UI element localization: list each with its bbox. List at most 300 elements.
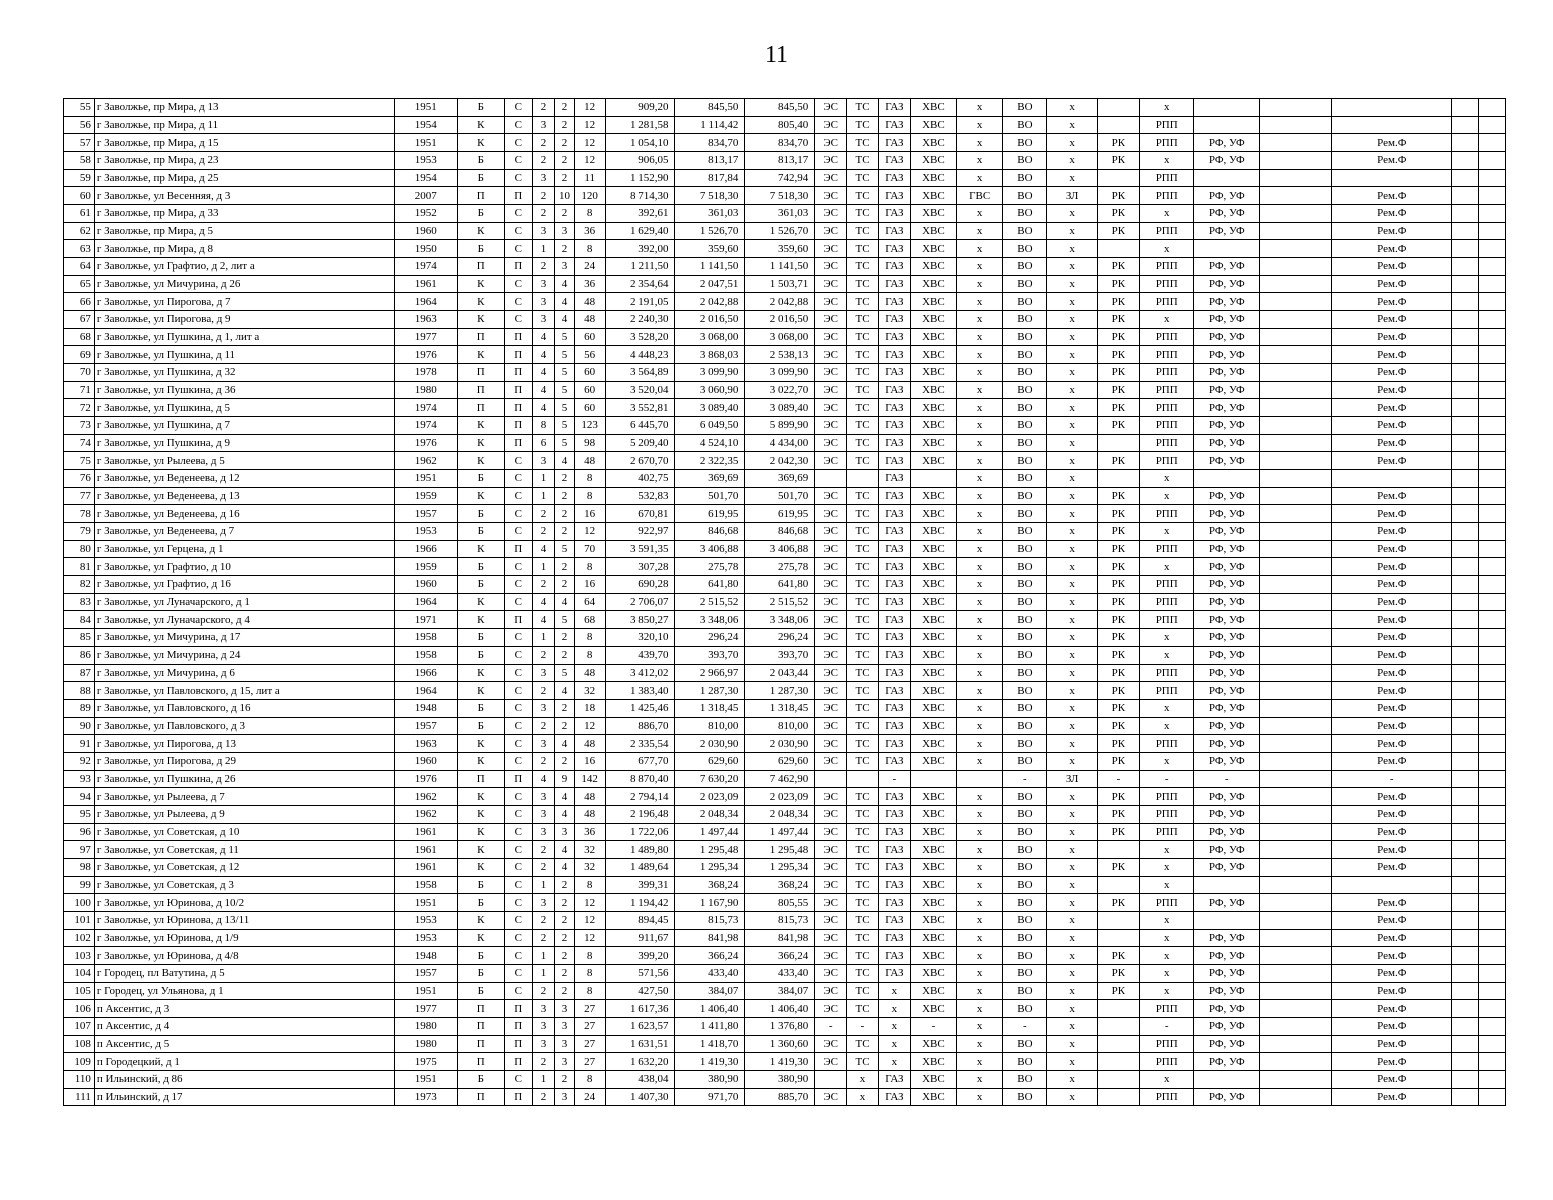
cell-hot-water: х: [957, 222, 1003, 240]
cell-roof-material: С: [504, 293, 532, 311]
cell-repair-fund: Рем.Ф: [1332, 275, 1452, 293]
cell-repair-fund: Рем.Ф: [1332, 929, 1452, 947]
cell-rk: [1097, 434, 1139, 452]
cell-hot-water: х: [957, 311, 1003, 329]
cell-repair-fund: [1332, 470, 1452, 488]
cell-lift: х: [1047, 240, 1097, 258]
cell-roof-material: С: [504, 982, 532, 1000]
cell-cold-water: ХВС: [910, 629, 956, 647]
cell-cold-water: ХВС: [910, 682, 956, 700]
cell-cold-water: ХВС: [910, 611, 956, 629]
cell-floors: 2: [555, 487, 575, 505]
cell-rf-uf: [1194, 1070, 1260, 1088]
cell-gas: ГАЗ: [878, 858, 910, 876]
cell-build-year: 1977: [394, 328, 457, 346]
cell-rk: РК: [1097, 682, 1139, 700]
cell-total-area: 1 281,58: [605, 116, 675, 134]
cell-wall-material: П: [457, 1088, 504, 1106]
cell-blank-a: [1260, 1035, 1332, 1053]
cell-wall-material: К: [457, 593, 504, 611]
cell-heating: ТС: [847, 346, 879, 364]
cell-blank-c: [1479, 1000, 1506, 1018]
cell-gas: ГАЗ: [878, 452, 910, 470]
cell-wall-material: К: [457, 788, 504, 806]
cell-floors: 3: [555, 222, 575, 240]
cell-cold-water: ХВС: [910, 1035, 956, 1053]
cell-hot-water: х: [957, 381, 1003, 399]
cell-sewerage: ВО: [1003, 964, 1047, 982]
cell-hot-water: х: [957, 788, 1003, 806]
cell-sewerage: ВО: [1003, 699, 1047, 717]
cell-roof-material: С: [504, 169, 532, 187]
cell-rf-uf: [1194, 240, 1260, 258]
cell-rf-uf: РФ, УФ: [1194, 576, 1260, 594]
cell-blank-b: [1452, 1053, 1479, 1071]
cell-electricity: ЭС: [815, 788, 847, 806]
cell-roof-material: С: [504, 134, 532, 152]
cell-blank-b: [1452, 452, 1479, 470]
cell-floors: 2: [555, 116, 575, 134]
cell-repair-fund: Рем.Ф: [1332, 452, 1452, 470]
cell-cold-water: ХВС: [910, 823, 956, 841]
cell-lift: х: [1047, 717, 1097, 735]
cell-hot-water: х: [957, 717, 1003, 735]
cell-wall-material: К: [457, 858, 504, 876]
cell-gas: ГАЗ: [878, 682, 910, 700]
cell-electricity: ЭС: [815, 434, 847, 452]
cell-cold-water: ХВС: [910, 841, 956, 859]
table-row: [64, 699, 1506, 717]
cell-rk: РК: [1097, 964, 1139, 982]
cell-roof-material: С: [504, 1070, 532, 1088]
cell-build-year: 1976: [394, 346, 457, 364]
cell-cold-water: ХВС: [910, 929, 956, 947]
cell-rf-uf: РФ, УФ: [1194, 417, 1260, 435]
cell-apartments: 48: [574, 735, 605, 753]
cell-row-number: 79: [64, 523, 95, 541]
cell-rf-uf: -: [1194, 770, 1260, 788]
cell-blank-a: [1260, 1053, 1332, 1071]
cell-blank-b: [1452, 487, 1479, 505]
cell-heating: ТС: [847, 611, 879, 629]
cell-roof-material: С: [504, 947, 532, 965]
cell-roof-material: П: [504, 381, 532, 399]
cell-electricity: ЭС: [815, 611, 847, 629]
cell-lift: х: [1047, 205, 1097, 223]
cell-blank-b: [1452, 1000, 1479, 1018]
cell-total-area: 894,45: [605, 911, 675, 929]
cell-blank-a: [1260, 222, 1332, 240]
cell-address: г Заволжье, ул Веденеева, д 16: [94, 505, 394, 523]
cell-living-area: 1 295,48: [675, 841, 745, 859]
cell-total-area: 2 335,54: [605, 735, 675, 753]
cell-roof-material: С: [504, 576, 532, 594]
cell-living-area: 433,40: [675, 964, 745, 982]
cell-blank-c: [1479, 505, 1506, 523]
cell-electricity: ЭС: [815, 399, 847, 417]
cell-build-year: 1980: [394, 1035, 457, 1053]
cell-cold-water: ХВС: [910, 116, 956, 134]
cell-blank-a: [1260, 929, 1332, 947]
cell-address: г Заволжье, ул Рылеева, д 7: [94, 788, 394, 806]
cell-wall-material: К: [457, 929, 504, 947]
cell-rk: РК: [1097, 788, 1139, 806]
table-row: [64, 99, 1506, 117]
cell-apartments: 8: [574, 982, 605, 1000]
cell-build-year: 1951: [394, 1070, 457, 1088]
cell-hot-water: х: [957, 947, 1003, 965]
table-row: [64, 258, 1506, 276]
cell-electricity: ЭС: [815, 169, 847, 187]
cell-hot-water: х: [957, 293, 1003, 311]
cell-repair-fund: Рем.Ф: [1332, 1053, 1452, 1071]
cell-floors: 2: [555, 717, 575, 735]
cell-electricity: ЭС: [815, 911, 847, 929]
cell-residential-area: 1 526,70: [745, 222, 815, 240]
table-row: [64, 664, 1506, 682]
cell-total-area: 3 591,35: [605, 540, 675, 558]
cell-living-area: 3 060,90: [675, 381, 745, 399]
cell-apartments: 142: [574, 770, 605, 788]
cell-lift: х: [1047, 364, 1097, 382]
cell-heating: ТС: [847, 1000, 879, 1018]
cell-rf-uf: РФ, УФ: [1194, 381, 1260, 399]
cell-total-area: 886,70: [605, 717, 675, 735]
cell-apartments: 12: [574, 152, 605, 170]
cell-heating: ТС: [847, 752, 879, 770]
cell-row-number: 109: [64, 1053, 95, 1071]
cell-heating: ТС: [847, 982, 879, 1000]
cell-wall-material: П: [457, 770, 504, 788]
cell-rpp: х: [1139, 240, 1193, 258]
cell-hot-water: х: [957, 240, 1003, 258]
cell-roof-material: С: [504, 735, 532, 753]
cell-sewerage: ВО: [1003, 752, 1047, 770]
cell-sewerage: ВО: [1003, 576, 1047, 594]
cell-build-year: 1976: [394, 770, 457, 788]
cell-total-area: 307,28: [605, 558, 675, 576]
cell-blank-c: [1479, 664, 1506, 682]
cell-gas: ГАЗ: [878, 752, 910, 770]
table-row: [64, 275, 1506, 293]
table-row: [64, 876, 1506, 894]
cell-lift: х: [1047, 505, 1097, 523]
cell-address: г Заволжье, ул Пушкина, д 5: [94, 399, 394, 417]
cell-repair-fund: [1332, 876, 1452, 894]
cell-apartments: 8: [574, 470, 605, 488]
cell-blank-c: [1479, 682, 1506, 700]
cell-apartments: 27: [574, 1017, 605, 1035]
cell-blank-c: [1479, 770, 1506, 788]
cell-row-number: 108: [64, 1035, 95, 1053]
cell-rk: РК: [1097, 311, 1139, 329]
table-row: [64, 788, 1506, 806]
cell-repair-fund: Рем.Ф: [1332, 682, 1452, 700]
cell-hot-water: х: [957, 258, 1003, 276]
cell-cold-water: ХВС: [910, 505, 956, 523]
cell-entrances: 3: [532, 894, 555, 912]
cell-floors: 2: [555, 576, 575, 594]
cell-gas: ГАЗ: [878, 470, 910, 488]
cell-repair-fund: Рем.Ф: [1332, 805, 1452, 823]
cell-residential-area: 7 462,90: [745, 770, 815, 788]
cell-lift: х: [1047, 593, 1097, 611]
cell-rpp: РПП: [1139, 258, 1193, 276]
cell-floors: 4: [555, 805, 575, 823]
cell-build-year: 1959: [394, 558, 457, 576]
cell-electricity: ЭС: [815, 222, 847, 240]
cell-blank-a: [1260, 205, 1332, 223]
cell-hot-water: х: [957, 982, 1003, 1000]
cell-blank-c: [1479, 452, 1506, 470]
cell-living-area: 619,95: [675, 505, 745, 523]
cell-sewerage: ВО: [1003, 929, 1047, 947]
cell-electricity: ЭС: [815, 699, 847, 717]
cell-blank-a: [1260, 558, 1332, 576]
cell-hot-water: х: [957, 805, 1003, 823]
table-row: [64, 576, 1506, 594]
cell-wall-material: К: [457, 611, 504, 629]
cell-apartments: 12: [574, 99, 605, 117]
cell-entrances: 8: [532, 417, 555, 435]
cell-entrances: 1: [532, 629, 555, 647]
cell-wall-material: П: [457, 364, 504, 382]
cell-rpp: РПП: [1139, 116, 1193, 134]
cell-repair-fund: Рем.Ф: [1332, 523, 1452, 541]
cell-floors: 4: [555, 593, 575, 611]
cell-lift: х: [1047, 823, 1097, 841]
cell-rk: РК: [1097, 735, 1139, 753]
cell-heating: ТС: [847, 682, 879, 700]
cell-entrances: 2: [532, 152, 555, 170]
cell-row-number: 94: [64, 788, 95, 806]
cell-total-area: 1 722,06: [605, 823, 675, 841]
cell-blank-b: [1452, 116, 1479, 134]
cell-rpp: РПП: [1139, 222, 1193, 240]
cell-blank-a: [1260, 99, 1332, 117]
cell-hot-water: х: [957, 894, 1003, 912]
cell-cold-water: ХВС: [910, 205, 956, 223]
cell-cold-water: ХВС: [910, 576, 956, 594]
cell-gas: ГАЗ: [878, 328, 910, 346]
cell-build-year: 1966: [394, 540, 457, 558]
cell-gas: ГАЗ: [878, 911, 910, 929]
cell-living-area: 1 318,45: [675, 699, 745, 717]
cell-electricity: [815, 770, 847, 788]
cell-build-year: 1957: [394, 505, 457, 523]
cell-living-area: 7 518,30: [675, 187, 745, 205]
cell-residential-area: 3 348,06: [745, 611, 815, 629]
cell-blank-c: [1479, 169, 1506, 187]
cell-entrances: 2: [532, 523, 555, 541]
cell-lift: х: [1047, 1000, 1097, 1018]
cell-heating: ТС: [847, 929, 879, 947]
cell-gas: ГАЗ: [878, 399, 910, 417]
cell-gas: ГАЗ: [878, 205, 910, 223]
cell-blank-c: [1479, 205, 1506, 223]
cell-roof-material: С: [504, 222, 532, 240]
cell-living-area: 1 526,70: [675, 222, 745, 240]
cell-lift: х: [1047, 222, 1097, 240]
cell-roof-material: С: [504, 646, 532, 664]
cell-floors: 3: [555, 1088, 575, 1106]
cell-entrances: 3: [532, 1000, 555, 1018]
cell-blank-c: [1479, 99, 1506, 117]
cell-rpp: х: [1139, 947, 1193, 965]
table-row: [64, 487, 1506, 505]
cell-heating: ТС: [847, 417, 879, 435]
table-row: [64, 346, 1506, 364]
cell-electricity: ЭС: [815, 258, 847, 276]
cell-blank-a: [1260, 823, 1332, 841]
cell-rpp: РПП: [1139, 434, 1193, 452]
cell-repair-fund: [1332, 116, 1452, 134]
cell-rf-uf: РФ, УФ: [1194, 629, 1260, 647]
cell-heating: х: [847, 1088, 879, 1106]
cell-gas: ГАЗ: [878, 364, 910, 382]
cell-rpp: х: [1139, 929, 1193, 947]
cell-residential-area: 3 089,40: [745, 399, 815, 417]
cell-gas: ГАЗ: [878, 558, 910, 576]
cell-blank-b: [1452, 222, 1479, 240]
cell-apartments: 48: [574, 293, 605, 311]
cell-sewerage: ВО: [1003, 152, 1047, 170]
cell-cold-water: ХВС: [910, 717, 956, 735]
cell-residential-area: 1 318,45: [745, 699, 815, 717]
cell-row-number: 106: [64, 1000, 95, 1018]
cell-cold-water: ХВС: [910, 293, 956, 311]
cell-lift: х: [1047, 452, 1097, 470]
cell-build-year: 1959: [394, 487, 457, 505]
table-row: [64, 452, 1506, 470]
cell-cold-water: ХВС: [910, 311, 956, 329]
housing-register-table: [63, 98, 1506, 1106]
cell-build-year: 1960: [394, 222, 457, 240]
cell-living-area: 2 966,97: [675, 664, 745, 682]
cell-repair-fund: Рем.Ф: [1332, 699, 1452, 717]
cell-blank-c: [1479, 152, 1506, 170]
cell-gas: х: [878, 1053, 910, 1071]
cell-lift: х: [1047, 1088, 1097, 1106]
cell-rf-uf: РФ, УФ: [1194, 187, 1260, 205]
cell-address: г Городец, ул Ульянова, д 1: [94, 982, 394, 1000]
cell-electricity: ЭС: [815, 205, 847, 223]
cell-living-area: 1 114,42: [675, 116, 745, 134]
cell-entrances: 1: [532, 240, 555, 258]
cell-rf-uf: РФ, УФ: [1194, 222, 1260, 240]
cell-blank-a: [1260, 664, 1332, 682]
cell-address: г Заволжье, пр Мира, д 33: [94, 205, 394, 223]
cell-total-area: 1 617,36: [605, 1000, 675, 1018]
cell-row-number: 101: [64, 911, 95, 929]
cell-sewerage: ВО: [1003, 841, 1047, 859]
cell-cold-water: ХВС: [910, 399, 956, 417]
cell-cold-water: ХВС: [910, 1088, 956, 1106]
cell-apartments: 120: [574, 187, 605, 205]
cell-entrances: 3: [532, 664, 555, 682]
cell-row-number: 104: [64, 964, 95, 982]
cell-apartments: 32: [574, 682, 605, 700]
cell-residential-area: 885,70: [745, 1088, 815, 1106]
cell-rf-uf: РФ, УФ: [1194, 505, 1260, 523]
cell-blank-a: [1260, 858, 1332, 876]
table-row: [64, 222, 1506, 240]
cell-entrances: 1: [532, 1070, 555, 1088]
cell-row-number: 110: [64, 1070, 95, 1088]
cell-roof-material: С: [504, 505, 532, 523]
cell-wall-material: Б: [457, 240, 504, 258]
cell-living-area: 815,73: [675, 911, 745, 929]
cell-row-number: 68: [64, 328, 95, 346]
cell-total-area: 1 152,90: [605, 169, 675, 187]
cell-living-area: 2 515,52: [675, 593, 745, 611]
table-row: [64, 947, 1506, 965]
cell-roof-material: С: [504, 964, 532, 982]
cell-hot-water: х: [957, 434, 1003, 452]
cell-apartments: 68: [574, 611, 605, 629]
cell-roof-material: С: [504, 205, 532, 223]
cell-build-year: 1960: [394, 752, 457, 770]
cell-electricity: ЭС: [815, 523, 847, 541]
cell-row-number: 67: [64, 311, 95, 329]
cell-roof-material: С: [504, 275, 532, 293]
cell-address: г Заволжье, ул Павловского, д 15, лит а: [94, 682, 394, 700]
cell-total-area: 3 564,89: [605, 364, 675, 382]
cell-lift: х: [1047, 611, 1097, 629]
cell-gas: ГАЗ: [878, 735, 910, 753]
cell-rf-uf: РФ, УФ: [1194, 1053, 1260, 1071]
cell-lift: х: [1047, 788, 1097, 806]
cell-cold-water: ХВС: [910, 187, 956, 205]
cell-floors: 2: [555, 205, 575, 223]
cell-living-area: 1 406,40: [675, 1000, 745, 1018]
cell-residential-area: 3 068,00: [745, 328, 815, 346]
cell-rpp: РПП: [1139, 169, 1193, 187]
cell-blank-a: [1260, 964, 1332, 982]
cell-rk: [1097, 929, 1139, 947]
cell-living-area: 359,60: [675, 240, 745, 258]
cell-cold-water: ХВС: [910, 735, 956, 753]
cell-cold-water: [910, 770, 956, 788]
cell-floors: 5: [555, 346, 575, 364]
cell-residential-area: 380,90: [745, 1070, 815, 1088]
cell-rpp: РПП: [1139, 328, 1193, 346]
cell-hot-water: х: [957, 929, 1003, 947]
cell-cold-water: ХВС: [910, 558, 956, 576]
cell-lift: х: [1047, 328, 1097, 346]
cell-total-area: 392,61: [605, 205, 675, 223]
cell-wall-material: К: [457, 452, 504, 470]
cell-heating: х: [847, 1070, 879, 1088]
cell-gas: ГАЗ: [878, 275, 910, 293]
cell-blank-c: [1479, 964, 1506, 982]
cell-roof-material: П: [504, 1017, 532, 1035]
cell-rf-uf: РФ, УФ: [1194, 523, 1260, 541]
cell-hot-water: х: [957, 664, 1003, 682]
cell-floors: 2: [555, 982, 575, 1000]
cell-rpp: х: [1139, 205, 1193, 223]
cell-row-number: 92: [64, 752, 95, 770]
cell-rf-uf: [1194, 470, 1260, 488]
cell-blank-c: [1479, 841, 1506, 859]
cell-wall-material: П: [457, 399, 504, 417]
cell-sewerage: ВО: [1003, 275, 1047, 293]
cell-row-number: 107: [64, 1017, 95, 1035]
cell-rk: [1097, 1017, 1139, 1035]
cell-electricity: ЭС: [815, 452, 847, 470]
table-row: [64, 611, 1506, 629]
cell-heating: ТС: [847, 293, 879, 311]
